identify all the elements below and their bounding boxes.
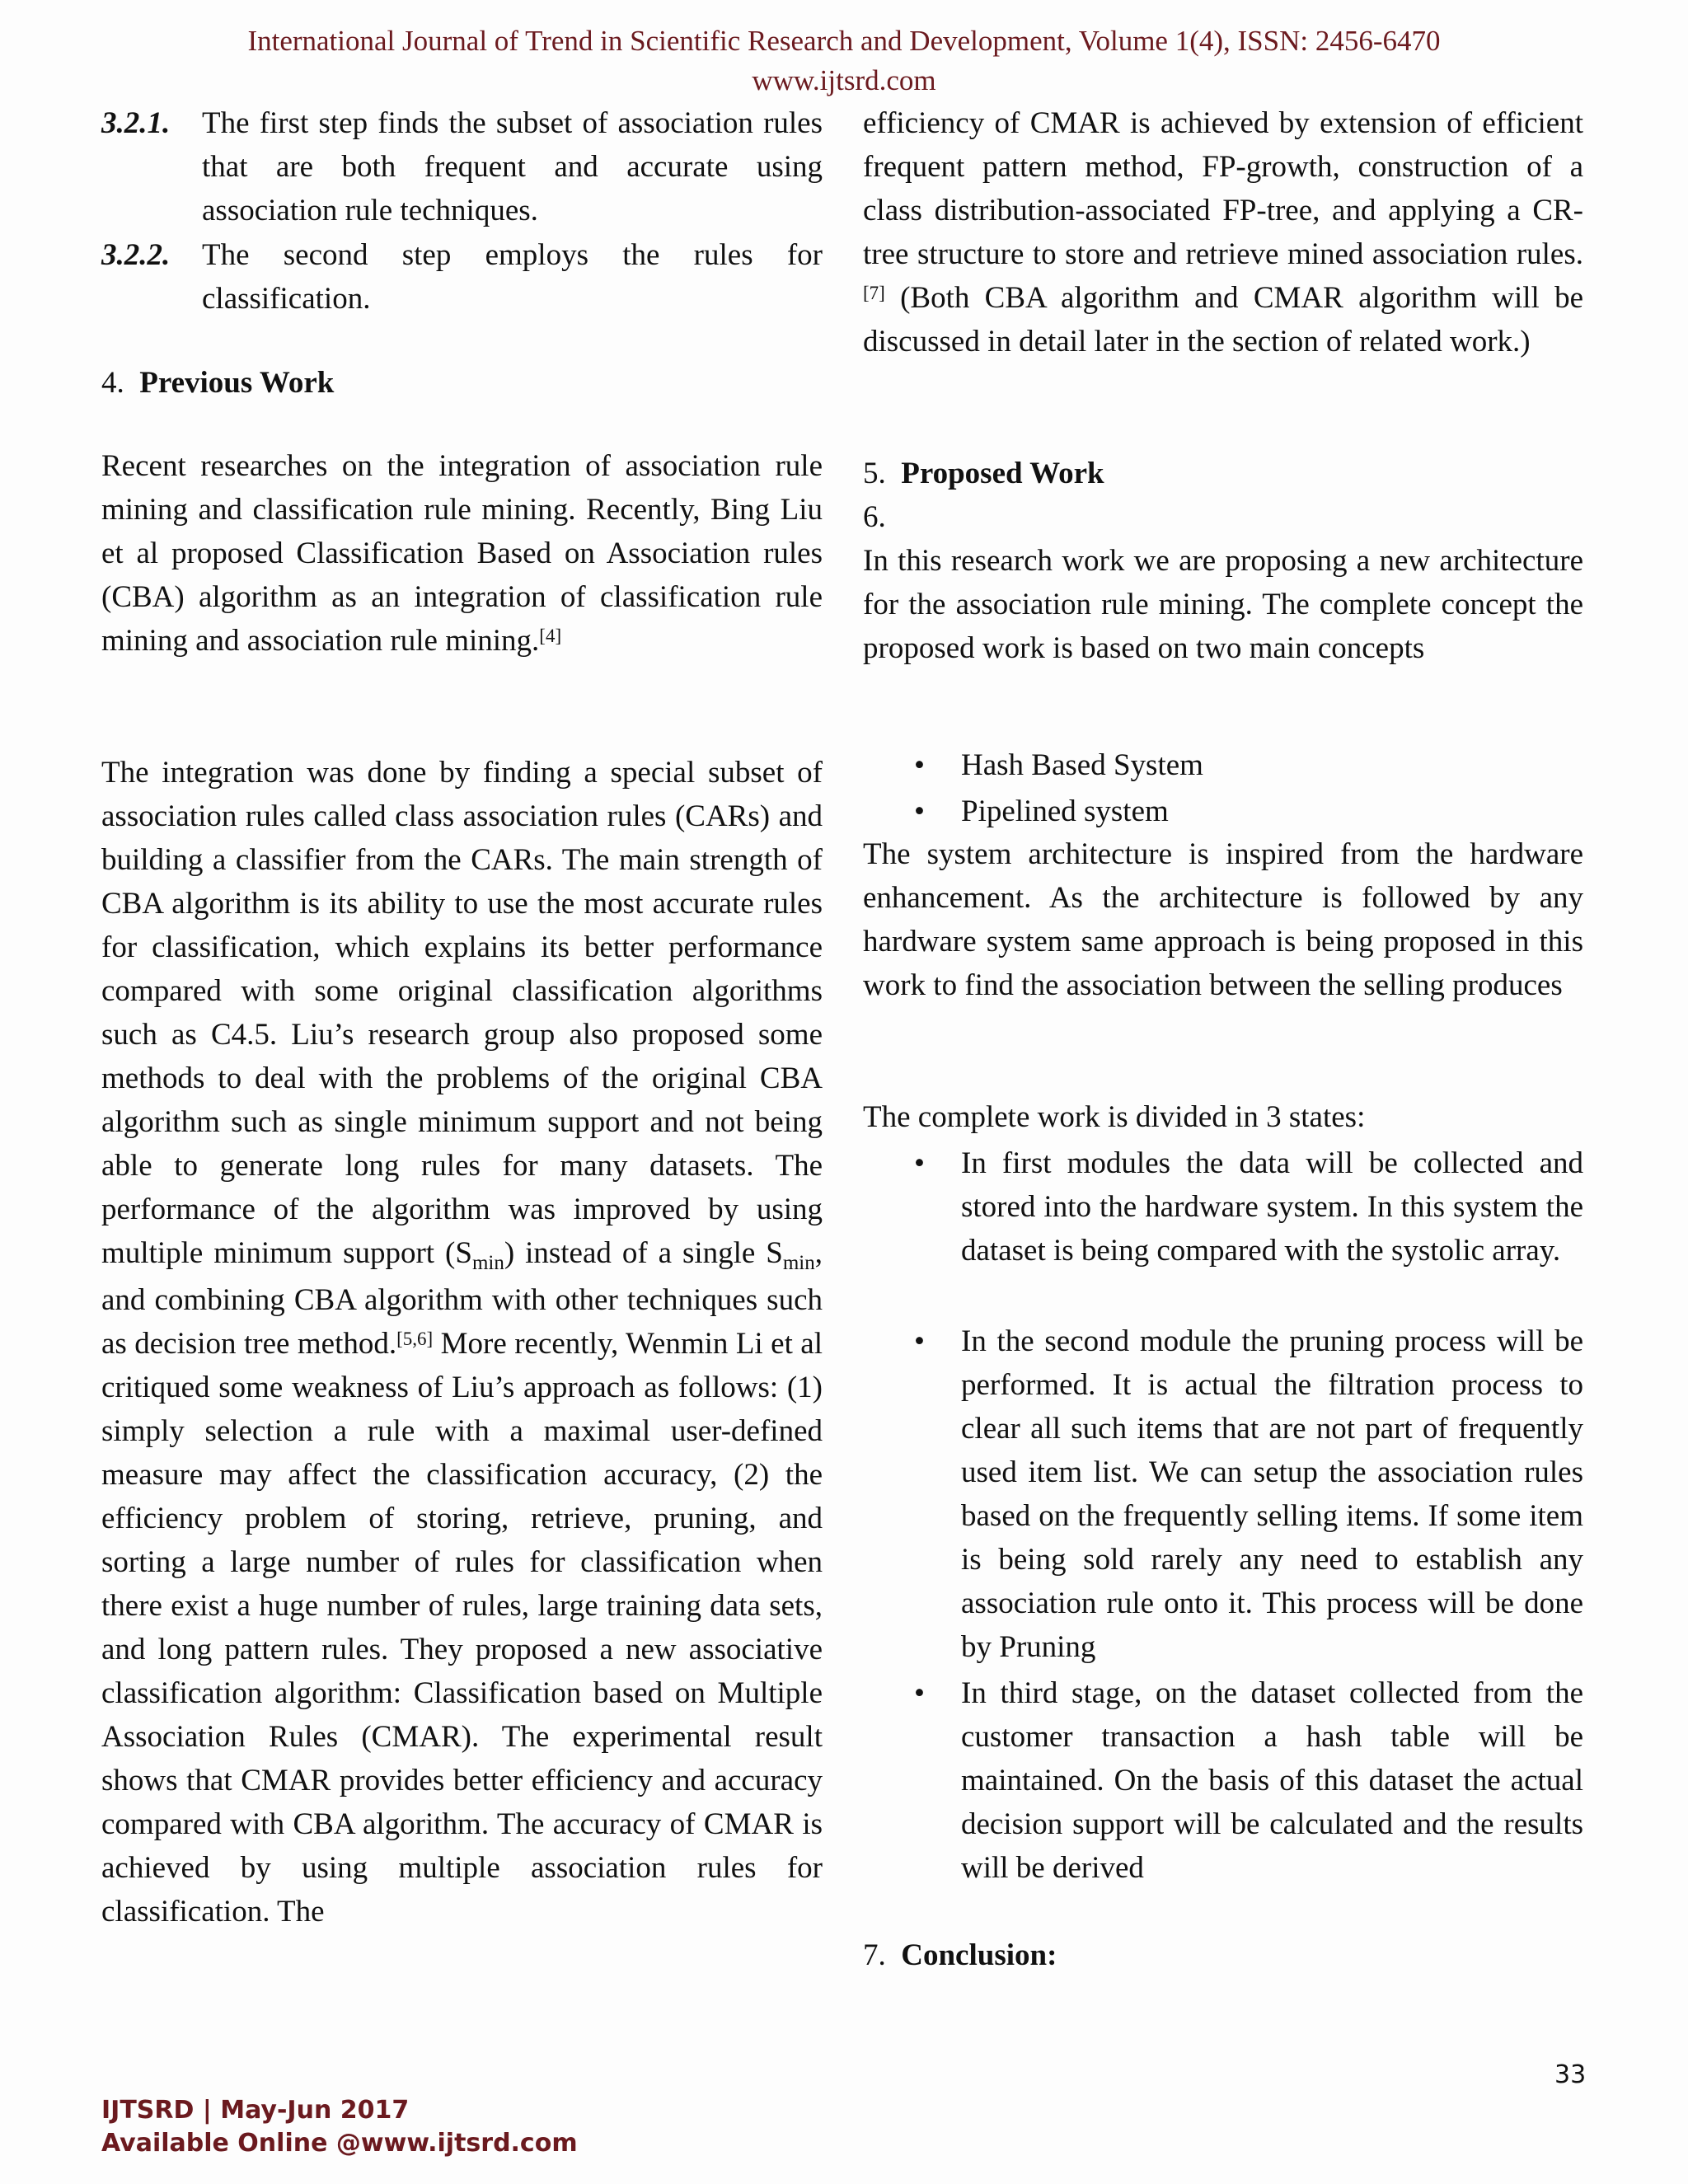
citation: [7] bbox=[863, 283, 885, 303]
bullet-icon: • bbox=[914, 748, 925, 782]
paragraph-text: ) instead of a single S bbox=[504, 1236, 783, 1270]
list-item bbox=[863, 790, 1583, 833]
list-item bbox=[863, 1671, 1583, 1890]
list-item-text: In third stage, on the dataset collected from the customer transaction a hash table will be maintained. On the basis of this dataset the actual decision support will be calculated and the results will be derived bbox=[961, 1676, 1583, 1885]
journal-website: www.ijtsrd.com bbox=[752, 64, 936, 96]
citation: [4] bbox=[539, 626, 562, 646]
step-text: The second step employs the rules for classification. bbox=[202, 238, 823, 316]
step-text: The first step finds the subset of association rules that are both frequent and accurate using association rule techniques. bbox=[202, 106, 823, 227]
step-3-2-1 bbox=[101, 101, 823, 232]
section-title: Previous Work bbox=[139, 366, 335, 400]
paragraph-previous-work-3 bbox=[863, 101, 1583, 363]
paragraph-architecture: The system architecture is inspired from the hardware enhancement. As the architecture is followed by any hardware system same approach is being proposed in this work to find the association between the selling produces bbox=[863, 837, 1583, 1002]
section-title: Conclusion: bbox=[901, 1938, 1057, 1972]
list-item bbox=[863, 743, 1583, 787]
list-item-text: In the second module the pruning process will be performed. It is actual the filtration process to clear all such items that are not part of frequently used item list. We can setup the association rules based on the frequently selling items. If some item is being sold rarely any need to establish any association rule onto it. This process will be done by Pruning bbox=[961, 1324, 1583, 1664]
list-item-text: Hash Based System bbox=[961, 748, 1203, 782]
section-number: 7. bbox=[863, 1938, 886, 1972]
list-item-text: In first modules the data will be collected and stored into the hardware system. In this system the dataset is being compared with the systolic array. bbox=[961, 1146, 1583, 1268]
paragraph-text: efficiency of CMAR is achieved by extension of efficient frequent pattern method, FP-growth, construction of a class distribution-associated FP-tree, and applying a CR-tree structure to store and retrieve mined association rules. bbox=[863, 106, 1583, 271]
list-item bbox=[863, 1141, 1583, 1272]
paragraph-text: (Both CBA algorithm and CMAR algorithm will be discussed in detail later in the section of related work.) bbox=[863, 281, 1583, 359]
section-title: Proposed Work bbox=[901, 457, 1104, 490]
paragraph-previous-work-1 bbox=[101, 444, 823, 663]
section-heading-proposed-work bbox=[863, 452, 1583, 495]
section-heading-conclusion bbox=[863, 1933, 1583, 1977]
step-3-2-2 bbox=[101, 233, 823, 321]
step-number: 3.2.2. bbox=[101, 238, 171, 272]
journal-header: International Journal of Trend in Scientific Research and Development, Volume 1(4), ISSN: 2456-6470 bbox=[247, 25, 1441, 57]
bullet-icon: • bbox=[914, 794, 925, 828]
list-item bbox=[863, 1319, 1583, 1669]
paragraph-text: More recently, Wenmin Li et al critiqued some weakness of Liu’s approach as follows: (1) simply selection a rule with a maximal user-defined measure may affect the classification accuracy, (2) the efficiency problem of storing, retrieve, pruning, and sorting a large number of rules for classification when there exist a huge number of rules, large training data sets, and long pattern rules. They proposed a new associative classification algorithm: Classification based on Multiple Association Rules (CMAR). The experimental result shows that CMAR provides better efficiency and accuracy compared with CBA algorithm. The accuracy of CMAR is achieved by using multiple association rules for classification. The bbox=[101, 1327, 823, 1929]
paragraph-proposed-intro: In this research work we are proposing a new architecture for the association rule mining. The complete concept the proposed work is based on two main concepts bbox=[863, 544, 1583, 665]
paragraph-text: , and combining CBA algorithm with other techniques such as decision tree method. bbox=[101, 1236, 823, 1361]
citation: [5,6] bbox=[396, 1329, 434, 1349]
section-number: 5. bbox=[863, 457, 886, 490]
step-number: 3.2.1. bbox=[101, 106, 171, 140]
paragraph-states-intro: The complete work is divided in 3 states: bbox=[863, 1100, 1366, 1134]
section-number: 4. bbox=[101, 366, 124, 400]
page-number: 33 bbox=[1554, 2060, 1587, 2089]
bullet-icon: • bbox=[914, 1146, 925, 1180]
list-item-text: Pipelined system bbox=[961, 794, 1169, 828]
bullet-icon: • bbox=[914, 1676, 925, 1710]
paragraph-text: Recent researches on the integration of association rule mining and classification rule mining. Recently, Bing Liu et al proposed Classification Based on Association rules (CBA) algorithm as an integration of classification rule mining and association rule mining. bbox=[101, 449, 823, 658]
paragraph-text: The integration was done by finding a special subset of association rules called class association rules (CARs) and building a classifier from the CARs. The main strength of CBA algorithm is its ability to use the most accurate rules for classification, which explains its better performance compared with some original classification algorithms such as C4.5. Liu’s research group also proposed some methods to deal with the problems of the original CBA algorithm such as single minimum support and not being able to generate long rules for many datasets. The performance of the algorithm was improved by using multiple minimum support (S bbox=[101, 756, 823, 1270]
section-heading-previous-work bbox=[101, 361, 823, 405]
footer-journal-issue: IJTSRD | May-Jun 2017 bbox=[101, 2096, 410, 2125]
paragraph-previous-work-2 bbox=[101, 751, 823, 1933]
bullet-icon: • bbox=[914, 1324, 925, 1358]
subscript: min bbox=[782, 1252, 815, 1274]
section-number-6: 6. bbox=[863, 500, 886, 534]
subscript: min bbox=[471, 1252, 504, 1274]
footer-availability: Available Online @www.ijtsrd.com bbox=[101, 2129, 578, 2158]
